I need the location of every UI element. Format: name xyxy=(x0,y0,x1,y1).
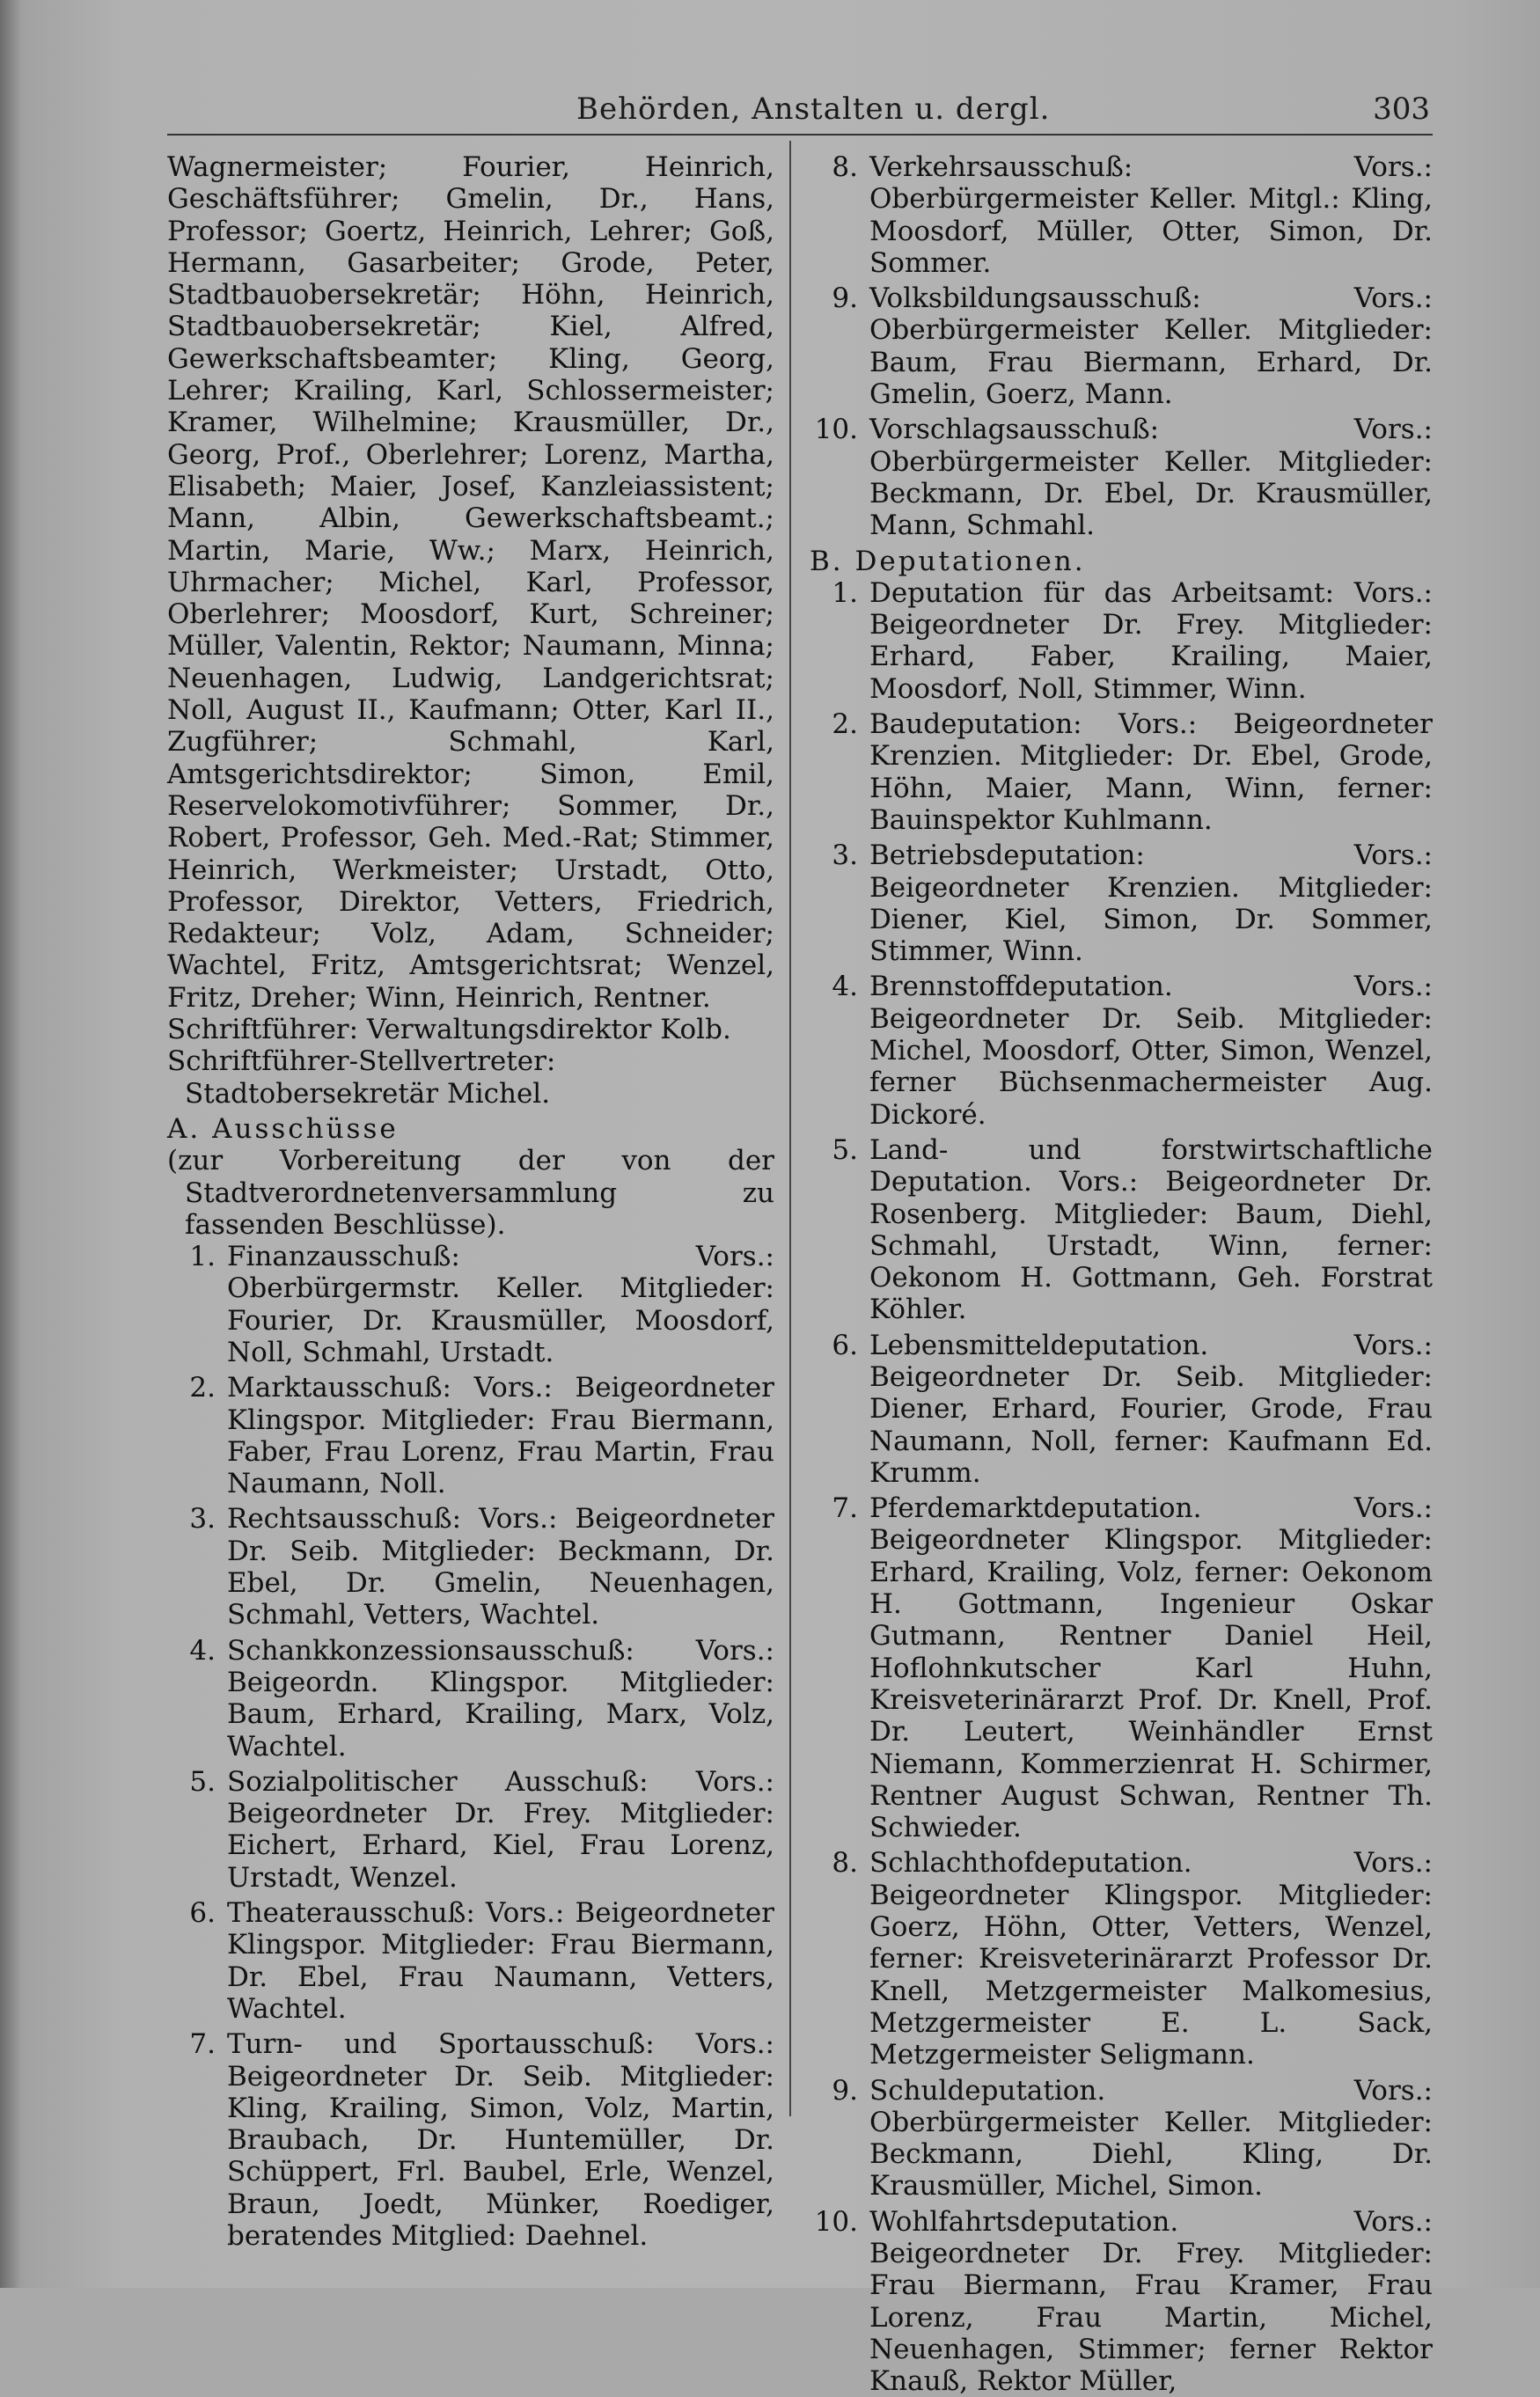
committee-item xyxy=(167,1503,774,1631)
item-number: 9. xyxy=(832,2074,858,2107)
item-number: 7. xyxy=(832,1492,858,1525)
section-a-note: (zur Vorbereitung der von der Stadtverordnetenversammlung zu fassenden Beschlüsse). xyxy=(167,1145,774,1241)
item-text: Schankkonzessionsausschuß: Vors.: Beigeordn. Klingspor. Mitglieder: Baum, Erhard, Krailing, Marx, Volz, Wachtel. xyxy=(227,1634,774,1763)
committee-item xyxy=(167,1372,774,1499)
item-text: Pferdemarktdeputation. Vors.: Beigeordneter Klingspor. Mitglieder: Erhard, Krailing, Volz, ferner: Oekonom H. Gottmann, Ingenieur Oskar Gutmann, Rentner Daniel Heil, Hoflohnkutscher Karl Huhn, Kreisveterinärarzt Prof. Dr. Knell, Prof. Dr. Leutert, Weinhändler Ernst Niemann, Kommerzienrat H. Schirmer, Rentner August Schwan, Rentner Th. Schwieder. xyxy=(869,1492,1433,1844)
item-number: 5. xyxy=(832,1133,858,1166)
deputation-item xyxy=(810,1847,1433,2071)
committee-item xyxy=(167,2028,774,2252)
item-text: Schlachthofdeputation. Vors.: Beigeordneter Klingspor. Mitglieder: Goerz, Höhn, Otter, Vetters, Wenzel, ferner: Kreisveterinärarzt Professor Dr. Knell, Metzgermeister Malkomesius, Metzgermeister E. L. Sack, Metzgermeister Seligmann. xyxy=(869,1847,1433,2071)
item-number: 5. xyxy=(189,1765,216,1798)
item-text: Verkehrsausschuß: Vors.: Oberbürgermeister Keller. Mitgl.: Kling, Moosdorf, Müller, Otter, Simon, Dr. Sommer. xyxy=(869,151,1433,279)
section-a-heading: A. Ausschüsse xyxy=(167,1112,399,1145)
item-text: Turn- und Sportausschuß: Vors.: Beigeordneter Dr. Seib. Mitglieder: Kling, Krailing, Simon, Volz, Martin, Braubach, Dr. Huntemüller, Dr. Schüppert, Frl. Baubel, Erle, Wenzel, Braun, Joedt, Münker, Roediger, beratendes Mitglied: Daehnel. xyxy=(227,2028,774,2252)
committee-item xyxy=(167,1766,774,1894)
item-text: Lebensmitteldeputation. Vors.: Beigeordneter Dr. Seib. Mitglieder: Diener, Erhard, Fourier, Grode, Frau Naumann, Noll, ferner: Kaufmann Ed. Krumm. xyxy=(869,1329,1433,1489)
deputation-item xyxy=(810,971,1433,1130)
deputation-item xyxy=(810,708,1433,836)
item-text: Rechtsausschuß: Vors.: Beigeordneter Dr. Seib. Mitglieder: Beckmann, Dr. Ebel, Dr. Gmelin, Neuenhagen, Schmahl, Vetters, Wachtel. xyxy=(227,1503,774,1631)
committee-item xyxy=(810,414,1433,541)
item-text: Deputation für das Arbeitsamt: Vors.: Beigeordneter Dr. Frey. Mitglieder: Erhard, Faber, Krailing, Maier, Moosdorf, Noll, Stimmer, Winn. xyxy=(869,576,1433,705)
committee-item xyxy=(167,1635,774,1763)
column-divider xyxy=(789,141,791,2116)
item-number: 1. xyxy=(189,1241,216,1273)
item-number: 3. xyxy=(189,1503,216,1536)
committee-item xyxy=(810,282,1433,410)
item-text: Theaterausschuß: Vors.: Beigeordneter Klingspor. Mitglieder: Frau Biermann, Dr. Ebel, Frau Naumann, Vetters, Wachtel. xyxy=(227,1897,774,2025)
item-number: 6. xyxy=(189,1897,216,1930)
item-text: Volksbildungsausschuß: Vors.: Oberbürgermeister Keller. Mitglieder: Baum, Frau Biermann, Erhard, Dr. Gmelin, Goerz, Mann. xyxy=(869,282,1433,411)
deputation-item xyxy=(810,1134,1433,1326)
deputation-item xyxy=(810,839,1433,967)
committee-item xyxy=(810,151,1433,279)
item-text: Baudeputation: Vors.: Beigeordneter Krenzien. Mitglieder: Dr. Ebel, Grode, Höhn, Maier, Mann, Winn, ferner: Bauinspektor Kuhlmann. xyxy=(869,708,1433,836)
item-number: 2. xyxy=(832,708,858,741)
item-text: Brennstoffdeputation. Vors.: Beigeordneter Dr. Seib. Mitglieder: Michel, Moosdorf, Otter, Simon, Wenzel, ferner Büchsenmachermeister Aug. Dickoré. xyxy=(869,971,1433,1131)
running-head: Behörden, Anstalten u. dergl. xyxy=(576,92,1051,127)
secretary-line: Schriftführer: Verwaltungsdirektor Kolb. xyxy=(167,1014,731,1046)
members-paragraph: Wagnermeister; Fourier, Heinrich, Geschäftsführer; Gmelin, Dr., Hans, Professor; Goertz, Heinrich, Lehrer; Goß, Hermann, Gasarbeiter; Grode, Peter, Stadtbauobersekretär; Höhn, Heinrich, Stadtbauobersekretär; Kiel, Alfred, Gewerkschaftsbeamter; Kling, Georg, Lehrer; Krailing, Karl, Schlossermeister; Kramer, Wilhelmine; Krausmüller, Dr., Georg, Prof., Oberlehrer; Lorenz, Martha, Elisabeth; Maier, Josef, Kanzleiassistent; Mann, Albin, Gewerkschaftsbeamt.; Martin, Marie, Ww.; Marx, Heinrich, Uhrmacher; Michel, Karl, Professor, Oberlehrer; Moosdorf, Kurt, Schreiner; Müller, Valentin, Rektor; Naumann, Minna; Neuenhagen, Ludwig, Landgerichtsrat; Noll, August II., Kaufmann; Otter, Karl II., Zugführer; Schmahl, Karl, Amtsgerichtsdirektor; Simon, Emil, Reservelokomotivführer; Sommer, Dr., Robert, Professor, Geh. Med.-Rat; Stimmer, Heinrich, Werkmeister; Urstadt, Otto, Professor, Direktor, Vetters, Friedrich, Redakteur; Volz, Adam, Schneider; Wachtel, Fritz, Amtsgerichtsrat; Wenzel, Fritz, Dreher; Winn, Heinrich, Rentner. xyxy=(167,151,774,1014)
deputation-item xyxy=(810,2206,1433,2397)
item-number: 8. xyxy=(832,151,858,183)
deputation-item xyxy=(810,2075,1433,2203)
item-number: 6. xyxy=(832,1329,858,1361)
page-binding-edge xyxy=(0,0,19,2288)
item-text: Betriebsdeputation: Vors.: Beigeordneter Krenzien. Mitglieder: Diener, Kiel, Simon, Dr. Sommer, Stimmer, Winn. xyxy=(869,839,1433,968)
item-number: 8. xyxy=(832,1847,858,1880)
committee-item xyxy=(167,1241,774,1368)
item-number: 7. xyxy=(189,2028,216,2061)
committee-item xyxy=(167,1897,774,2025)
item-text: Vorschlagsausschuß: Vors.: Oberbürgermeister Keller. Mitglieder: Beckmann, Dr. Ebel, Dr. Krausmüller, Mann, Schmahl. xyxy=(869,414,1433,542)
deputation-item xyxy=(810,577,1433,705)
section-b-heading: B. Deputationen. xyxy=(810,545,1086,577)
item-number: 4. xyxy=(832,971,858,1003)
item-number: 9. xyxy=(832,282,858,315)
page-number: 303 xyxy=(1373,92,1430,127)
right-column xyxy=(810,151,1433,2397)
deputy-secretary-line: Schriftführer-Stellvertreter: Stadtobersekretär Michel. xyxy=(167,1045,556,1110)
item-number: 4. xyxy=(189,1634,216,1667)
item-number: 2. xyxy=(189,1372,216,1404)
deputation-item xyxy=(810,1330,1433,1489)
item-text: Sozialpolitischer Ausschuß: Vors.: Beigeordneter Dr. Frey. Mitglieder: Eichert, Erhard, Kiel, Frau Lorenz, Urstadt, Wenzel. xyxy=(227,1765,774,1894)
item-number: 10. xyxy=(814,2205,858,2238)
left-column xyxy=(167,151,774,2252)
item-text: Land- und forstwirtschaftliche Deputation. Vors.: Beigeordneter Dr. Rosenberg. Mitglieder: Baum, Diehl, Schmahl, Urstadt, Winn, ferner: Oekonom H. Gottmann, Geh. Forstrat Köhler. xyxy=(869,1133,1433,1326)
deputation-item xyxy=(810,1492,1433,1844)
item-text: Wohlfahrtsdeputation. Vors.: Beigeordneter Dr. Frey. Mitglieder: Frau Biermann, Frau Kramer, Frau Lorenz, Frau Martin, Michel, Neuenhagen, Stimmer; ferner Rektor Knauß, Rektor Müller, xyxy=(869,2205,1433,2397)
header-rule xyxy=(167,134,1433,136)
item-text: Schuldeputation. Vors.: Oberbürgermeister Keller. Mitglieder: Beckmann, Diehl, Kling, Dr. Krausmüller, Michel, Simon. xyxy=(869,2074,1433,2203)
item-text: Finanzausschuß: Vors.: Oberbürgermstr. Keller. Mitglieder: Fourier, Dr. Krausmüller, Moosdorf, Noll, Schmahl, Urstadt. xyxy=(227,1241,774,1368)
item-number: 1. xyxy=(832,576,858,609)
item-number: 10. xyxy=(814,414,858,446)
item-text: Marktausschuß: Vors.: Beigeordneter Klingspor. Mitglieder: Frau Biermann, Faber, Frau Lorenz, Frau Martin, Frau Naumann, Noll. xyxy=(227,1372,774,1500)
item-number: 3. xyxy=(832,839,858,872)
